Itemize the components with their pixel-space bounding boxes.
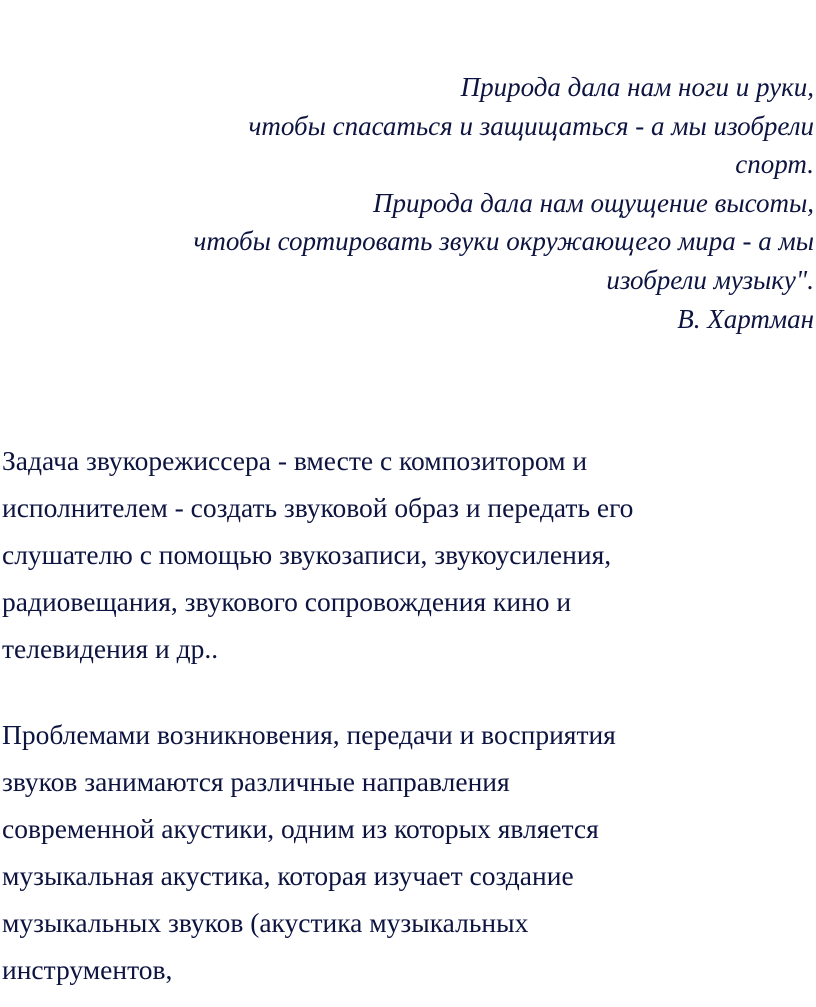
- paragraph-line: радиовещания, звукового сопровождения кино и: [2, 586, 572, 617]
- paragraph-sound-engineer: [2, 437, 814, 672]
- paragraph-acoustics: [2, 711, 814, 993]
- paragraph-line: звуков занимаются различные направления: [2, 766, 510, 797]
- epigraph-line: Природа дала нам ощущение высоты,: [373, 187, 814, 218]
- epigraph-quote: [2, 68, 814, 338]
- epigraph-line: чтобы сортировать звуки окружающего мира - а мы: [193, 226, 814, 257]
- epigraph-line: изобрели музыку".: [606, 264, 814, 295]
- paragraph-line: современной акустики, одним из которых является: [2, 813, 599, 844]
- paragraph-line: исполнителем - создать звуковой образ и передать его: [2, 492, 634, 523]
- epigraph-line: Природа дала нам ноги и руки,: [460, 72, 814, 102]
- epigraph-author: В. Хартман: [677, 303, 814, 334]
- paragraph-line: телевидения и др..: [2, 633, 219, 664]
- paragraph-line: Задача звукорежиссера - вместе с композитором и: [2, 445, 588, 476]
- paragraph-line: музыкальных звуков (акустика музыкальных: [2, 907, 529, 938]
- paragraph-line: музыкальная акустика, которая изучает создание: [2, 860, 574, 891]
- paragraph-line: слушателю с помощью звукозаписи, звукоусиления,: [2, 539, 612, 570]
- epigraph-line: чтобы спасаться и защищаться - а мы изобрели: [248, 110, 814, 141]
- paragraph-line: Проблемами возникновения, передачи и восприятия: [2, 719, 616, 750]
- paragraph-line: инструментов,: [2, 954, 173, 985]
- epigraph-line: спорт.: [735, 149, 814, 180]
